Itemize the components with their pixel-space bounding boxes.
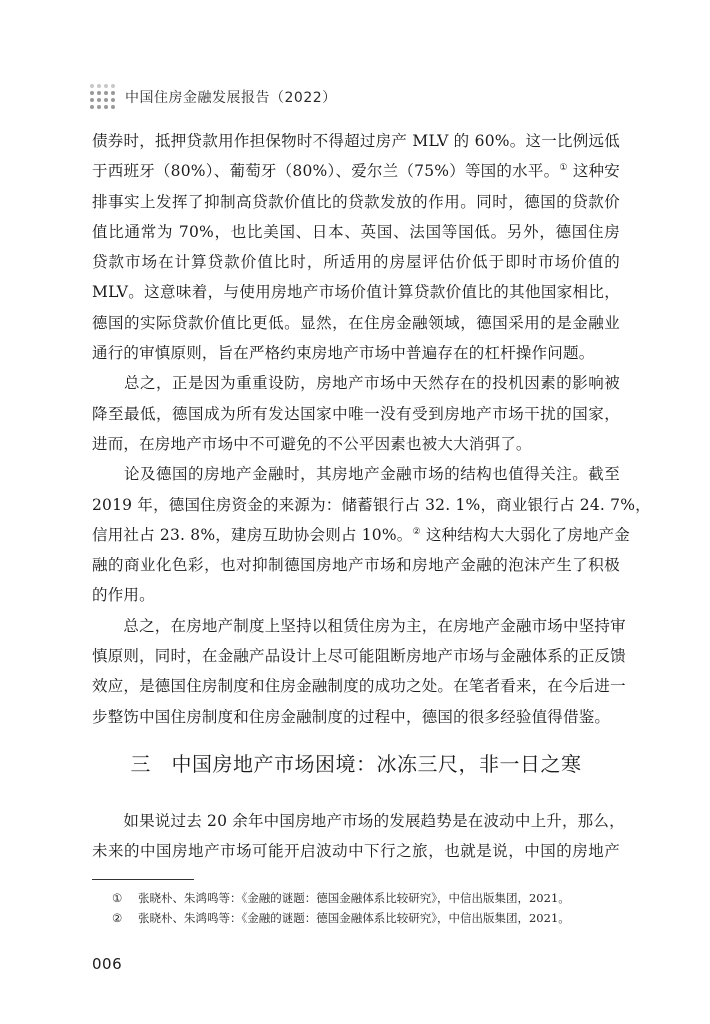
paragraph-1 <box>92 126 620 368</box>
paragraph-2 <box>92 368 620 459</box>
text-line: 于西班牙（80%）、葡萄牙（80%）、爱尔兰（75%）等国的水平。① 这种安 <box>92 162 620 181</box>
footnote-ref[interactable]: ② <box>412 526 421 537</box>
text-line: 的作用。 <box>92 586 155 605</box>
paragraph-5 <box>92 806 625 867</box>
body-text-after-heading <box>92 806 625 867</box>
text-line: 2019 年，德国住房资金的来源为：储蓄银行占 32. 1%，商业银行占 24. 7%， <box>92 495 651 514</box>
footnote-ref[interactable]: ① <box>559 163 568 174</box>
text-line: 如果说过去 20 余年中国房地产市场的发展趋势是在波动中上升，那么， <box>92 812 625 830</box>
body-text <box>92 126 651 732</box>
footnote-mark: ① <box>112 891 123 905</box>
text-line: 信用社占 23. 8%，建房互助协会则占 10%。② 这种结构大大弱化了房地产金 <box>92 525 630 544</box>
text-line: 步整饬中国住房制度和住房金融制度的过程中，德国的很多经验值得借鉴。 <box>92 707 611 726</box>
text-line: 论及德国的房地产金融时，其房地产金融市场的结构也值得关注。截至 <box>92 465 620 484</box>
text-line: 总之，在房地产制度上坚持以租赁住房为主，在房地产金融市场中坚持审 <box>92 616 626 635</box>
section-heading: 三 中国房地产市场困境：冰冻三尺，非一日之寒 <box>130 752 582 776</box>
footnote <box>112 908 622 928</box>
text-line: 融的商业化色彩，也对抑制德国房地产市场和房地产金融的泡沫产生了积极 <box>92 556 620 575</box>
text-line: 效应，是德国住房制度和住房金融制度的成功之处。在笔者看来，在今后进一 <box>92 677 626 696</box>
running-header <box>90 84 337 109</box>
footnote-mark: ② <box>112 911 123 925</box>
footnote-text: 张晓朴、朱鸿鸣等：《金融的谜题：德国金融体系比较研究》，中信出版集团，2021。 <box>138 911 570 925</box>
text-line: 值比通常为 70%，也比美国、日本、英国、法国等国低。另外，德国住房 <box>92 222 620 241</box>
text-line: 贷款市场在计算贷款价值比时，所适用的房屋评估价低于即时市场价值的 <box>92 253 620 272</box>
text-line: 通行的审慎原则，旨在严格约束房地产市场中普遍存在的杠杆操作问题。 <box>92 344 595 363</box>
text-line: 债券时，抵押贷款用作担保物时不得超过房产 MLV 的 60%。这一比例远低 <box>92 132 620 150</box>
dot-grid-icon <box>90 84 115 109</box>
text-line: 进而，在房地产市场中不可避免的不公平因素也被大大消弭了。 <box>92 434 532 453</box>
footnote-text: 张晓朴、朱鸿鸣等：《金融的谜题：德国金融体系比较研究》，中信出版集团，2021。 <box>138 891 570 905</box>
paragraph-4 <box>92 611 626 732</box>
text-line: 未来的中国房地产市场可能开启波动中下行之旅，也就是说，中国的房地产 <box>92 842 620 861</box>
text-line: 总之，正是因为重重设防，房地产市场中天然存在的投机因素的影响被 <box>92 374 620 393</box>
paragraph-3 <box>92 459 651 610</box>
footnotes <box>112 888 622 928</box>
footnote <box>112 888 622 908</box>
text-line: 降至最低，德国成为所有发达国家中唯一没有受到房地产市场干扰的国家， <box>92 404 620 423</box>
text-line: 德国的实际贷款价值比更低。显然，在住房金融领域，德国采用的是金融业 <box>92 313 620 332</box>
text-line: 慎原则，同时，在金融产品设计上尽可能阻断房地产市场与金融体系的正反馈 <box>92 647 626 666</box>
text-line: MLV。这意味着，与使用房地产市场价值计算贷款价值比的其他国家相比， <box>92 283 620 302</box>
text-line: 排事实上发挥了抑制高贷款价值比的贷款发放的作用。同时，德国的贷款价 <box>92 192 620 211</box>
running-title: 中国住房金融发展报告（2022） <box>125 89 337 106</box>
page-number: 006 <box>92 955 123 973</box>
footnote-divider <box>92 879 194 880</box>
